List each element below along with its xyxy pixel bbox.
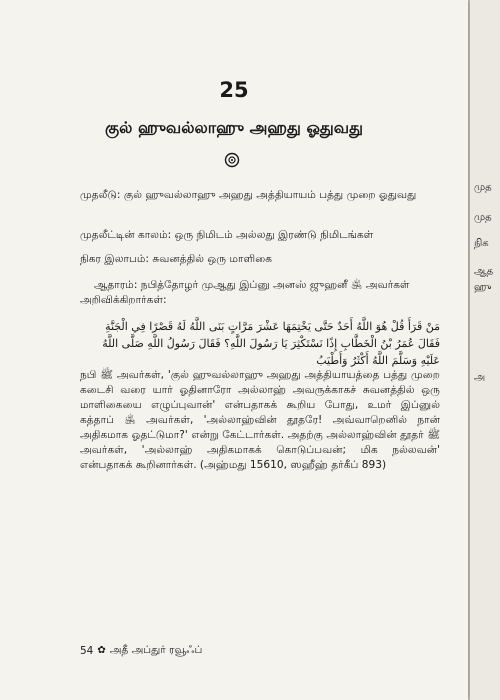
chapter-title: குல் ஹுவல்லாஹு அஹது ஓதுவது [105, 118, 363, 137]
investment-duration-line: முதலீட்டின் காலம்: ஒரு நிமிடம் அல்லது இரண்டு நிமிடங்கள் [80, 229, 374, 241]
adjacent-text-fragment: முத [474, 182, 492, 193]
chapter-number: 25 [219, 78, 249, 102]
author-name: அதீ அப்துர் ரவூஃப் [109, 644, 203, 656]
page-number: 54 [80, 644, 94, 657]
net-profit-line: நிகர இலாபம்: சுவனத்தில் ஒரு மாளிகை [80, 253, 273, 265]
adjacent-page-edge [470, 0, 500, 700]
flower-ornament-icon [224, 152, 240, 168]
arabic-hadith-text: مَنْ قَرَأَ قُلْ هُوَ اللَّهُ أَحَدٌ حَتَّى يَخْتِمَهَا عَشْرَ مَرَّاتٍ بَنَى اللَّهُ لَهُ قَصْرًا فِي الْجَنَّةِ فَقَالَ عُمَرُ بْنُ الْخَطَّابِ إِذًا نَسْتَكْثِرَ يَا رَسُولَ اللَّهِ؟ فَقَالَ رَسُولُ اللَّهِ صَلَّى اللَّهُ عَلَيْهِ وَسَلَّمَ اللَّهُ أَكْثَرُ وَأَطْيَبُ [102, 320, 440, 367]
adjacent-text-fragment: முத [474, 212, 492, 223]
adjacent-text-fragment: அ [474, 372, 486, 383]
adjacent-text-fragment: ஆத [474, 266, 494, 277]
tamil-translation: நபி ﷺ அவர்கள், 'குல் ஹுவல்லாஹு அஹது அத்தியாயத்தை பத்து முறை கடைசி வரை யார் ஓதினாரோ அல்லாஹ் அவருக்காகச் சுவனத்தில் ஒரு மாளிகையை எழுப்புவான்' என்பதாகக் கூறிய போது, உமர் இப்னுல் கத்தாப் ﵁ அவர்கள், 'அல்லாஹ்வின் தூதரே! அவ்வாறெனில் நான் அதிகமாக ஓதட்டுமா?' என்று கேட்டார்கள். அதற்கு அல்லாஹ்வின் தூதர் ﷺ அவர்கள், 'அல்லாஹ் அதிகமாகக் கொடுப்பவன்; மிக நல்லவன்' என்பதாகக் கூறினார்கள். (அஹ்மது 15610, ஸஹீஹ் தர்கீப் 893) [80, 369, 441, 471]
investment-line: முதலீடு: குல் ஹுவல்லாஹு அஹது அத்தியாயம் பத்து முறை ஓதுவது [80, 189, 417, 201]
adjacent-text-fragment: ஹு [474, 282, 492, 293]
star-icon: ✿ [97, 645, 106, 656]
source-intro: ஆதாரம்: நபித்தோழர் முஆது இப்னு அனஸ் ஜுஹனீ ﵁ அவர்கள் அறிவிக்கிறார்கள்: [80, 279, 410, 306]
page-footer [80, 644, 202, 657]
adjacent-text-fragment: நிக [474, 238, 489, 249]
